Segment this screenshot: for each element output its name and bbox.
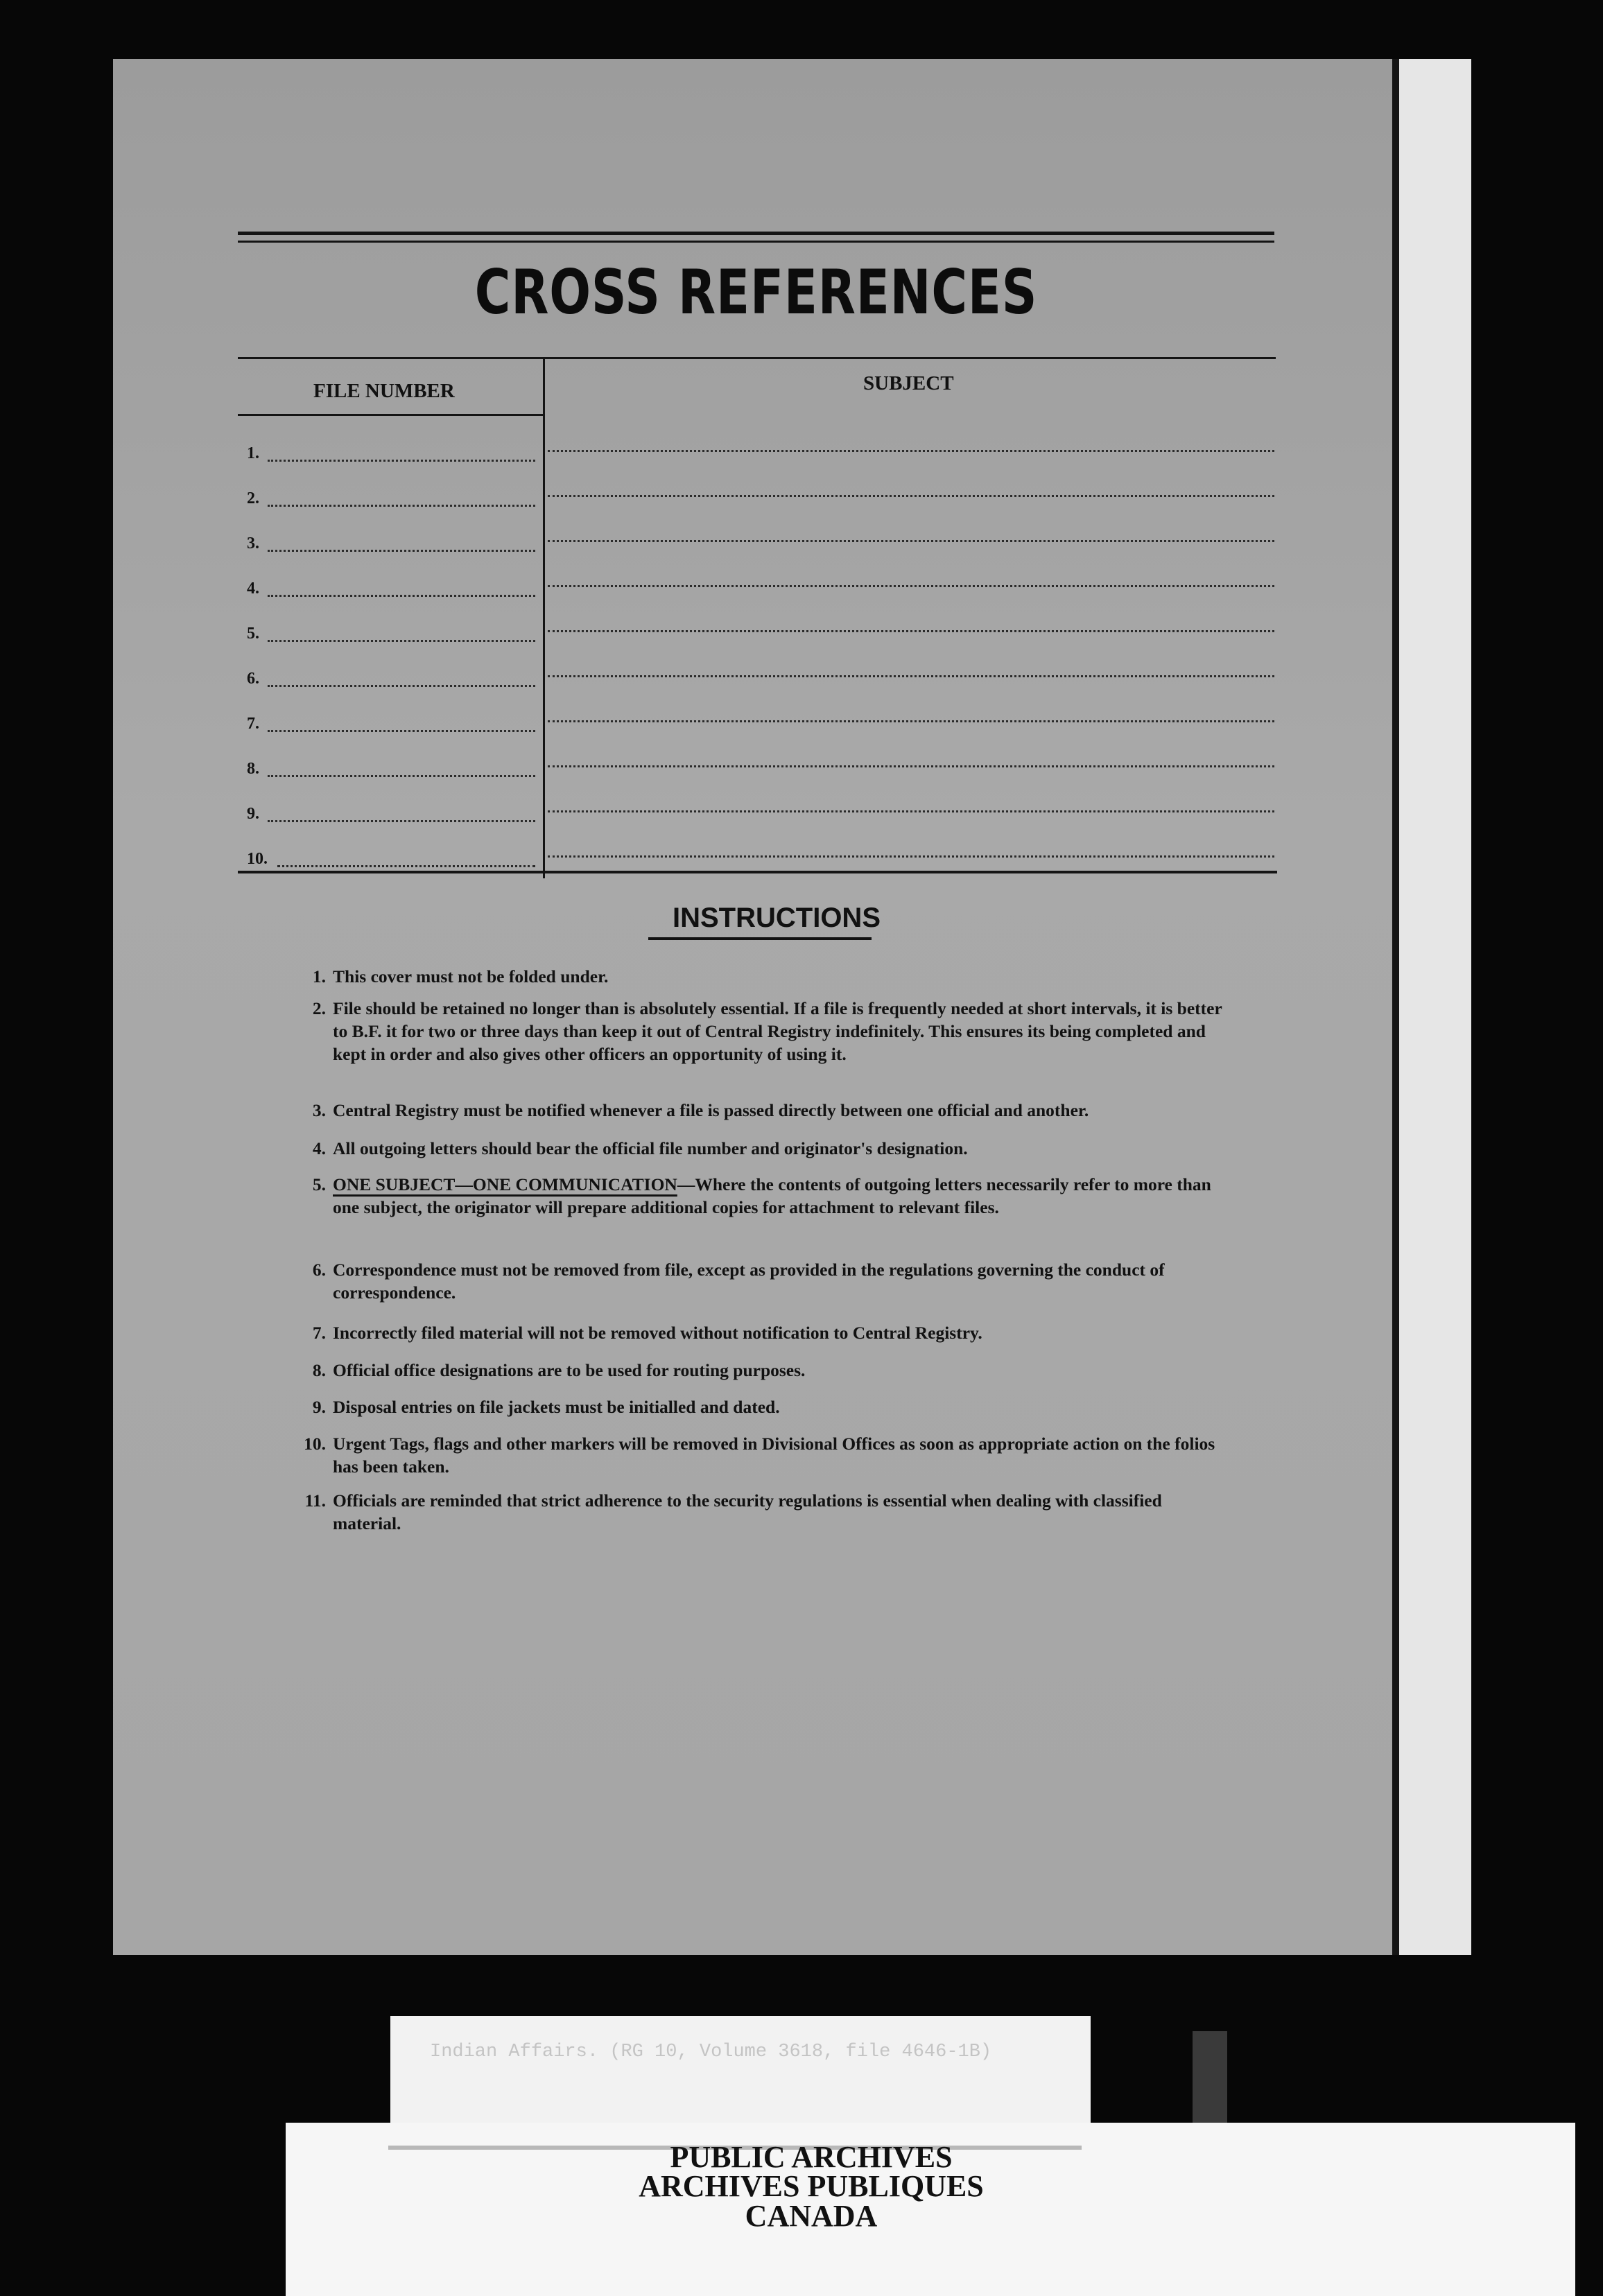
- file-number-line[interactable]: [268, 460, 535, 462]
- instruction-text: Officials are reminded that strict adherence to the security regulations is essential when dealing with classified material.: [333, 1490, 1162, 1533]
- instruction-number: 4.: [312, 1138, 326, 1158]
- instruction-number: 8.: [312, 1360, 326, 1380]
- card-notch: [1130, 2067, 1172, 2123]
- instruction-text: Correspondence must not be removed from file, except as provided in the regulations governing the conduct of correspondence.: [333, 1260, 1165, 1303]
- instruction-number: 5.: [312, 1174, 326, 1194]
- row-number: 5.: [247, 625, 259, 643]
- instruction-number: 11.: [304, 1490, 326, 1511]
- row-number: 9.: [247, 805, 259, 823]
- subject-line[interactable]: [548, 495, 1274, 497]
- margin-strip: [1399, 59, 1471, 1955]
- file-number-line[interactable]: [277, 865, 535, 867]
- instruction-item: [291, 1395, 1234, 1418]
- table-header-rule: [238, 414, 543, 416]
- instruction-body: —Where the contents of outgoing letters necessarily refer to more than one subject, the originator will prepare additional copies for attachment to relevant files.: [333, 1174, 1211, 1217]
- row-number: 2.: [247, 489, 259, 507]
- instruction-number: 1.: [312, 966, 326, 986]
- table-bottom-rule: [238, 871, 1277, 873]
- instruction-text: This cover must not be folded under.: [333, 966, 609, 986]
- file-number-line[interactable]: [268, 685, 535, 687]
- column-divider: [543, 357, 545, 878]
- instruction-text: [333, 1173, 1234, 1219]
- instruction-number: 6.: [312, 1260, 326, 1280]
- stamp-line-2: ARCHIVES PUBLIQUES: [639, 2169, 984, 2203]
- file-number-line[interactable]: [268, 820, 535, 822]
- instruction-number: 7.: [312, 1323, 326, 1343]
- file-number-line[interactable]: [268, 640, 535, 642]
- instruction-text: Incorrectly filed material will not be removed without notification to Central Registry.: [333, 1323, 982, 1343]
- row-number: 6.: [247, 670, 259, 688]
- instruction-text: Urgent Tags, flags and other markers will be removed in Divisional Offices as soon as appropriate action on the folios has been taken.: [333, 1434, 1215, 1477]
- instruction-item: [291, 1321, 1234, 1344]
- stamp-line-1: PUBLIC ARCHIVES: [670, 2140, 953, 2174]
- top-rule: [238, 232, 1274, 235]
- subject-line[interactable]: [548, 855, 1274, 858]
- instruction-item: [291, 1489, 1234, 1535]
- row-number: 8.: [247, 760, 259, 778]
- row-number: 1.: [247, 444, 259, 462]
- instruction-item: [291, 1432, 1234, 1478]
- row-number: 3.: [247, 534, 259, 553]
- row-number: 4.: [247, 580, 259, 598]
- top-rule-thin: [238, 241, 1274, 243]
- table-top-rule: [238, 357, 1276, 359]
- file-number-line[interactable]: [268, 550, 535, 552]
- subject-line[interactable]: [548, 540, 1274, 542]
- instruction-number: 2.: [312, 998, 326, 1018]
- subject-line[interactable]: [548, 630, 1274, 632]
- instructions-underline: [648, 937, 872, 940]
- instruction-text: Central Registry must be notified whenever a file is passed directly between one official and another.: [333, 1100, 1089, 1120]
- instruction-item: [291, 997, 1234, 1066]
- file-number-line[interactable]: [268, 775, 535, 777]
- instructions-title: INSTRUCTIONS: [673, 903, 881, 933]
- sheet-edge: [1392, 59, 1399, 1955]
- subject-line[interactable]: [548, 810, 1274, 812]
- instruction-item: [291, 1173, 1234, 1219]
- reference-label-card: [390, 2016, 1091, 2132]
- instruction-item: [291, 1359, 1234, 1382]
- instruction-text: File should be retained no longer than is absolutely essential. If a file is frequently needed at short intervals, it is better to B.F. it for two or three days than keep it out of Central Registry indefinitely. This ensures its being completed and kept in order and also gives other officers an opportunity of using it.: [333, 998, 1222, 1064]
- subject-line[interactable]: [548, 720, 1274, 722]
- stamp-line-3: CANADA: [745, 2199, 878, 2233]
- instruction-lead: ONE SUBJECT—ONE COMMUNICATION: [333, 1174, 677, 1194]
- file-number-header: FILE NUMBER: [313, 380, 455, 402]
- instruction-item: [291, 965, 1234, 988]
- subject-header: SUBJECT: [863, 372, 954, 394]
- instruction-text: All outgoing letters should bear the official file number and originator's designation.: [333, 1138, 968, 1158]
- instruction-text: Disposal entries on file jackets must be initialled and dated.: [333, 1397, 780, 1417]
- file-number-line[interactable]: [268, 505, 535, 507]
- file-number-line[interactable]: [268, 730, 535, 732]
- card-notch-right: [1193, 2031, 1227, 2123]
- subject-line[interactable]: [548, 765, 1274, 767]
- subject-line[interactable]: [548, 585, 1274, 587]
- form-title: CROSS REFERENCES: [474, 256, 1038, 328]
- instruction-number: 10.: [304, 1434, 326, 1454]
- instruction-text: Official office designations are to be used for routing purposes.: [333, 1360, 806, 1380]
- file-number-line[interactable]: [268, 595, 535, 597]
- instruction-item: [291, 1258, 1234, 1304]
- archive-reference: Indian Affairs. (RG 10, Volume 3618, file 4646-1B): [430, 2042, 992, 2062]
- instruction-number: 9.: [312, 1397, 326, 1417]
- row-number: 10.: [247, 850, 268, 868]
- instruction-number: 3.: [312, 1100, 326, 1120]
- subject-line[interactable]: [548, 675, 1274, 677]
- subject-line[interactable]: [548, 450, 1274, 452]
- row-number: 7.: [247, 715, 259, 733]
- instruction-item: [291, 1099, 1234, 1122]
- instruction-item: [291, 1137, 1234, 1160]
